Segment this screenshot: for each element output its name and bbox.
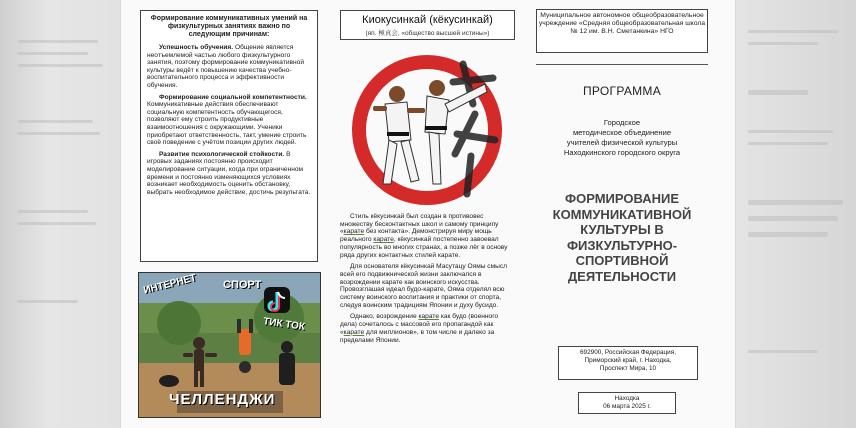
collage-word-internet: ИНТЕРНЕТ — [142, 272, 198, 297]
karate-link[interactable]: карате — [343, 228, 365, 236]
place-date-box: Находка 06 марта 2025 г. — [578, 392, 676, 414]
institution-box: Муниципальное автономное общеобразовательное учреждение «Средняя общеобразовательная школа № 12 им. В.Н. Сметанкина» НГО — [536, 9, 708, 53]
karate-link[interactable]: карате — [343, 328, 365, 336]
address-box: 692900, Российская Федерация, Приморский край, г. Находка, Проспект Мира, 10 — [558, 346, 698, 380]
kyokushin-title: Киокусинкай (кёкусинкай) — [362, 14, 493, 26]
reason-paragraph-2: Формирование социальной компетентности. Коммуникативные действия обеспечивают социальную компетентность обучающегося, позволяют ему строить продуктивные взаимоотношения с окружающими. Ученики приобретают ответственность, такт, умение строить своё поведение с учётом позиции других людей. — [147, 93, 307, 147]
divider — [536, 64, 708, 65]
background-blur-left — [0, 0, 120, 428]
kyokushin-paragraph-2: Для основателя кёкусинкай Масутацу Оямы смысл всей его подвижнической жизни заключался в возрождении карате как воинского искусства. Провозглашая идеал будо-карате, Ояма отделял всю систему воинского воспитания и практики от спорта, следуя воинским традициям Японии и духу бусидо. — [340, 263, 508, 309]
background-blur-right — [736, 0, 856, 428]
main-title: ФОРМИРОВАНИЕ КОММУНИКАТИВНОЙ КУЛЬТУРЫ В ФИЗКУЛЬТУРНО- СПОРТИВНОЙ ДЕЯТЕЛЬНОСТИ — [552, 191, 692, 284]
communication-reasons-box — [140, 10, 318, 262]
event-description: Городское методическое объединение учителей физической культуры Находкинского городского округа — [563, 118, 681, 157]
kyokushin-paragraph-3: Однако, возрождение карате как будо (военного дела) сочеталось с массовой его пропагандой как «карате для миллионов», в том числе и далеко за пределами Японии. — [340, 313, 499, 344]
reason-paragraph-1: Успешность обучения. Общение является неотъемлемой частью любого физкультурного занятия, поэтому формирование коммуникативной культуры ведёт к повышению качества учебно-воспитательного процесса и эффективности обучения. — [147, 44, 305, 89]
kyokushin-emblem-image — [345, 44, 510, 209]
kyokushin-paragraph-1: Стиль кёкусинкай был создан в противовес множеству бесконтактных школ и самому принципу «карате без контакта». Демонстрируя миру мощь реального карате, кёкусинкай постепенно завоевал популярность во многих странах, а позже лёг в основу ряда других контактных стилей карате. — [340, 213, 508, 259]
tiktok-logo-icon — [264, 287, 290, 313]
collage-word-challenge: ЧЕЛЛЕНДЖИ — [169, 391, 276, 408]
kyokushin-title-box — [340, 10, 515, 40]
kyokushin-text — [340, 213, 516, 348]
program-label: ПРОГРАММА — [582, 84, 662, 98]
karate-link[interactable]: карате — [418, 313, 439, 321]
reason-paragraph-3: Развитие психологической стойкости. В игровых заданиях постоянно происходит моделирование ситуации, когда при ограниченном времени и постоянно изменяющихся условиях возникает необходимость оценить обстановку, выбрать необходимое действие, достичь результата. — [147, 150, 311, 196]
karate-link[interactable]: карате — [373, 236, 394, 244]
reasons-heading: Формирование коммуникативных умений на физкультурных занятиях важно по следующим причинам: — [150, 15, 308, 38]
kyokushin-subtitle: (яп. 極真会, «общество высшей истины») — [365, 30, 490, 37]
collage-word-tiktok: ТИК ТОК — [262, 316, 306, 333]
collage-word-sport: СПОРТ — [223, 279, 262, 291]
sport-tiktok-collage — [138, 272, 321, 418]
